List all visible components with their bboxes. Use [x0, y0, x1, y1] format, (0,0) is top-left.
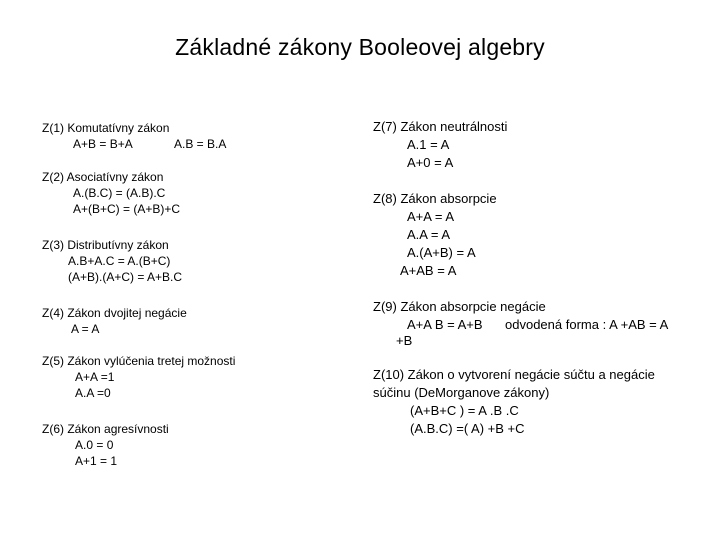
formula: A+A = A: [407, 209, 454, 224]
law-heading: Z(1) Komutatívny zákon: [42, 121, 170, 135]
law-heading: Z(6) Zákon agresívnosti: [42, 422, 169, 436]
formula: A+1 = 1: [75, 454, 118, 468]
formula: A.(B.C) = (A.B).C: [73, 186, 166, 200]
formula: (A+B).(A+C) = A+B.C: [68, 270, 183, 284]
law-z5: [42, 353, 235, 401]
law-heading: Z(7) Zákon neutrálnosti: [373, 119, 508, 134]
formula: A.A = A: [407, 227, 451, 242]
formula: A.B = B.A: [174, 137, 227, 151]
law-z10: [373, 366, 655, 438]
law-heading: Z(9) Zákon absorpcie negácie: [373, 299, 546, 314]
law-heading: Z(5) Zákon vylúčenia tretej možnosti: [42, 354, 236, 368]
formula: A.B+A.C = A.(B+C): [68, 254, 171, 268]
law-z4: [42, 305, 187, 337]
formula: A.A =0: [75, 386, 111, 400]
law-heading: Z(10) Zákon o vytvorení negácie súčtu a negácie: [373, 367, 655, 382]
law-z7: [373, 118, 507, 172]
law-z8: [373, 190, 497, 280]
formula: A+B = B+A: [73, 137, 133, 151]
formula: A.(A+B) = A: [407, 245, 476, 260]
law-z9: [373, 298, 668, 334]
law-z6: [42, 421, 169, 469]
formula: A+A =1: [75, 370, 115, 384]
formula: A+A B = A+B: [407, 317, 483, 332]
formula: A+(B+C) = (A+B)+C: [73, 202, 181, 216]
law-heading: Z(2) Asociatívny zákon: [42, 170, 164, 184]
derived-formula: odvodená forma : A +AB = A: [505, 317, 669, 332]
formula: A.1 = A: [407, 137, 450, 152]
formula: (A+B+C ) = A .B .C: [410, 403, 519, 418]
formula: A.0 = 0: [75, 438, 114, 452]
formula: A+AB = A: [400, 263, 457, 278]
law-heading: súčinu (DeMorganove zákony): [373, 385, 550, 400]
formula: A = A: [71, 322, 100, 336]
law-z2: [42, 169, 180, 217]
law-z9-tail: +B: [396, 333, 413, 348]
law-heading: Z(8) Zákon absorpcie: [373, 191, 497, 206]
formula: A+0 = A: [407, 155, 454, 170]
formula: (A.B.C) =( A) +B +C: [410, 421, 525, 436]
law-z1: [42, 120, 226, 152]
law-z3: [42, 237, 182, 285]
law-heading: Z(3) Distributívny zákon: [42, 238, 169, 252]
law-heading: Z(4) Zákon dvojitej negácie: [42, 306, 187, 320]
page-title: Základné zákony Booleovej algebry: [175, 34, 545, 60]
